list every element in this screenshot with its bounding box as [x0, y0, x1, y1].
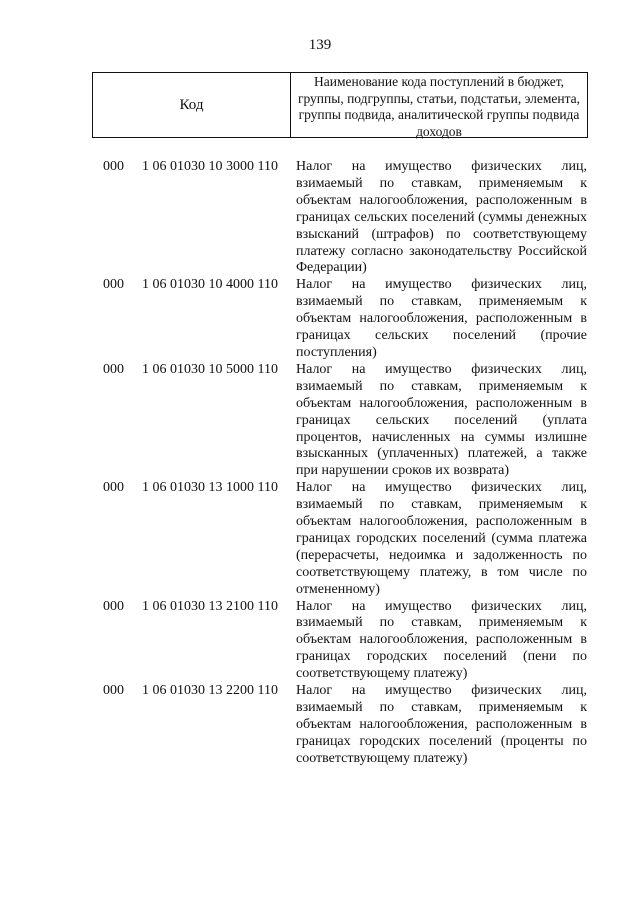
row-income-code: 1 06 01030 13 2200 110 — [142, 683, 278, 699]
table-row — [0, 159, 640, 277]
row-admin-code: 000 — [103, 480, 124, 496]
table-row — [0, 599, 640, 684]
row-income-code: 1 06 01030 13 2100 110 — [142, 598, 278, 614]
table-row — [0, 683, 640, 768]
table-row — [0, 362, 640, 480]
row-income-code: 1 06 01030 10 4000 110 — [142, 277, 278, 293]
table-body — [0, 159, 640, 768]
row-admin-code: 000 — [103, 159, 124, 174]
row-admin-code: 000 — [103, 277, 124, 293]
row-description: Налог на имущество физических лиц, взимаемый по ставкам, применяемым к объектам налогообложения, расположенным в границах сельских поселений (прочие поступления) — [296, 277, 587, 360]
row-admin-code: 000 — [103, 683, 124, 699]
header-code-column: Код — [93, 73, 291, 137]
row-income-code: 1 06 01030 10 5000 110 — [142, 361, 278, 377]
row-admin-code: 000 — [103, 598, 124, 614]
row-description: Налог на имущество физических лиц, взимаемый по ставкам, применяемым к объектам налогообложения, расположенным в границах городских поселений (сумма платежа (перерасчеты, недоимка и задолженность по соответствующему платежу, в том числе по отмененному) — [296, 480, 587, 597]
header-name-column: Наименование кода поступлений в бюджет, группы, подгруппы, статьи, подстатьи, элемента, группы подвида, аналитической группы подвида доходов — [297, 74, 581, 139]
row-income-code: 1 06 01030 13 1000 110 — [142, 480, 278, 496]
table-row — [0, 277, 640, 362]
row-income-code: 1 06 01030 10 3000 110 — [142, 159, 278, 174]
row-description: Налог на имущество физических лиц, взимаемый по ставкам, применяемым к объектам налогообложения, расположенным в границах сельских поселений (суммы денежных взысканий (штрафов) по соответствующему платежу согласно законодательству Российской Федерации) — [296, 159, 587, 276]
row-admin-code: 000 — [103, 361, 124, 377]
row-description: Налог на имущество физических лиц, взимаемый по ставкам, применяемым к объектам налогообложения, расположенным в границах городских поселений (пени по соответствующему платежу) — [296, 598, 587, 682]
row-description: Налог на имущество физических лиц, взимаемый по ставкам, применяемым к объектам налогообложения, расположенным в границах сельских поселений (уплата процентов, начисленных на суммы излишне взысканных (уплаченных) платежей, а также при нарушении сроков их возврата) — [296, 361, 587, 479]
table-header — [92, 72, 588, 138]
row-description: Налог на имущество физических лиц, взимаемый по ставкам, применяемым к объектам налогообложения, расположенным в границах городских поселений (проценты по соответствующему платежу) — [296, 683, 587, 766]
page-number: 139 — [308, 37, 332, 53]
table-row — [0, 480, 640, 598]
